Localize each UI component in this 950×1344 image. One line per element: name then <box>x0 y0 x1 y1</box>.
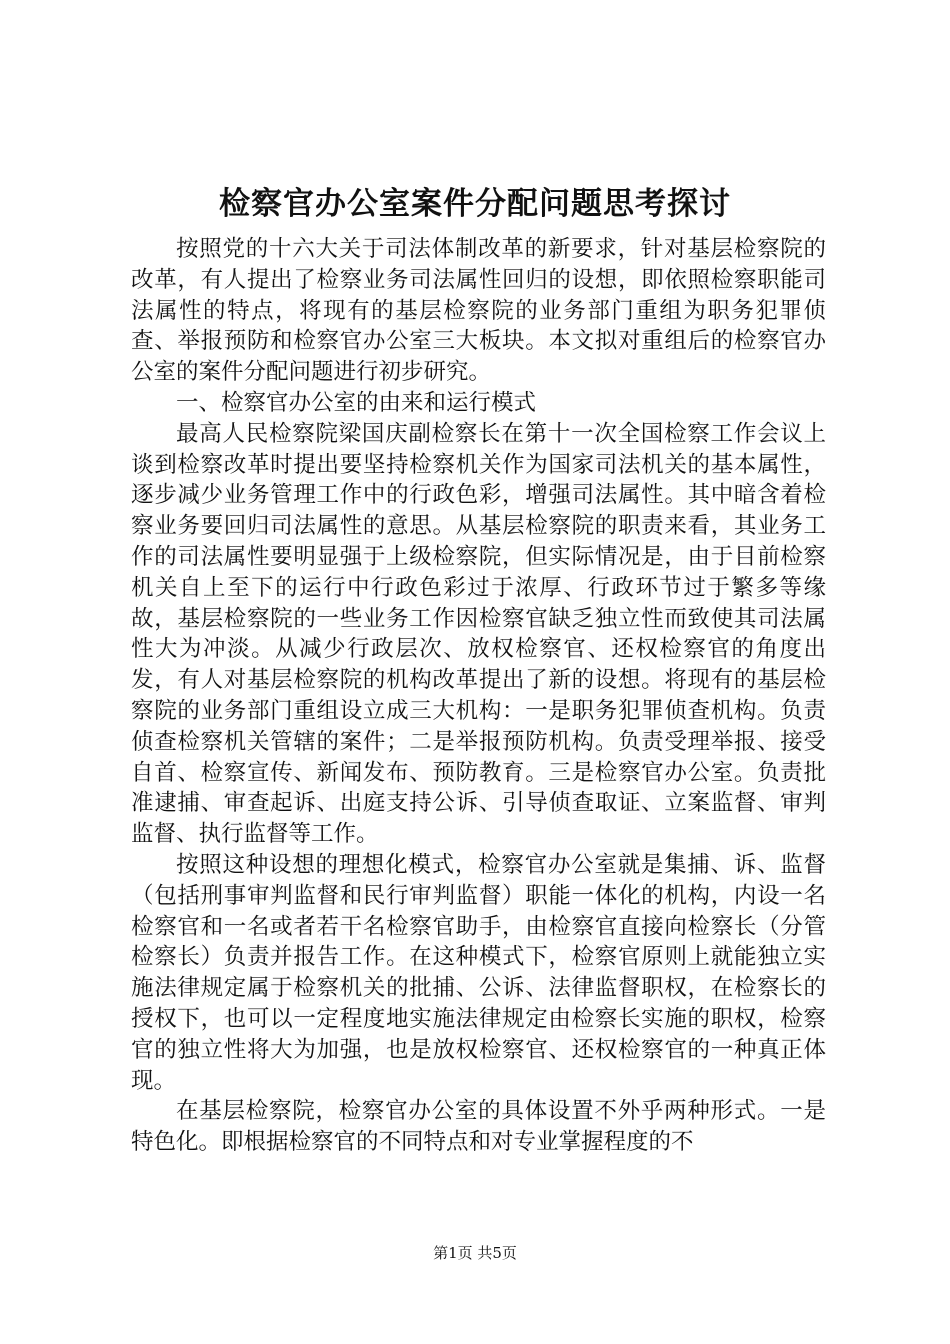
paragraph-background: 最高人民检察院梁国庆副检察长在第十一次全国检察工作会议上谈到检察改革时提出要坚持检察机关作为国家司法机关的基本属性，逐步减少业务管理工作中的行政色彩，增强司法属性。其中暗含着检察业务要回归司法属性的意思。从基层检察院的职责来看，其业务工作的司法属性要明显强于上级检察院，但实际情况是，由于目前检察机关自上至下的运行中行政色彩过于浓厚、行政环节过于繁多等缘故，基层检察院的一些业务工作因检察官缺乏独立性而致使其司法属性大为冲淡。从减少行政层次、放权检察官、还权检察官的角度出发，有人对基层检察院的机构改革提出了新的设想。将现有的基层检察院的业务部门重组设立成三大机构：一是职务犯罪侦查机构。负责侦查检察机关管辖的案件；二是举报预防机构。负责受理举报、接受自首、检察宣传、新闻发布、预防教育。三是检察官办公室。负责批准逮捕、审查起诉、出庭支持公诉、引导侦查取证、立案监督、审判监督、执行监督等工作。 <box>131 420 826 848</box>
section-heading: 一、检察官办公室的由来和运行模式 <box>176 389 537 416</box>
page-number-footer: 第1页 共5页 <box>433 1244 517 1262</box>
document-body <box>131 234 826 1158</box>
paragraph-intro: 按照党的十六大关于司法体制改革的新要求，针对基层检察院的改革，有人提出了检察业务司法属性回归的设想，即依照检察职能司法属性的特点，将现有的基层检察院的业务部门重组为职务犯罪侦查、举报预防和检察官办公室三大板块。本文拟对重组后的检察官办公室的案件分配问题进行初步研究。 <box>131 236 826 386</box>
paragraph-model: 按照这种设想的理想化模式，检察官办公室就是集捕、诉、监督（包括刑事审判监督和民行审判监督）职能一体化的机构，内设一名检察官和一名或者若干名检察官助手，由检察官直接向检察长（分管检察长）负责并报告工作。在这种模式下，检察官原则上就能独立实施法律规定属于检察机关的批捕、公诉、法律监督职权，在检察长的授权下，也可以一定程度地实施法律规定由检察长实施的职权，检察官的独立性将大为加强，也是放权检察官、还权检察官的一种真正体现。 <box>131 851 826 1094</box>
document-title: 检察官办公室案件分配问题思考探讨 <box>219 186 731 222</box>
paragraph-setup: 在基层检察院，检察官办公室的具体设置不外乎两种形式。一是特色化。即根据检察官的不同特点和对专业掌握程度的不 <box>131 1098 826 1156</box>
